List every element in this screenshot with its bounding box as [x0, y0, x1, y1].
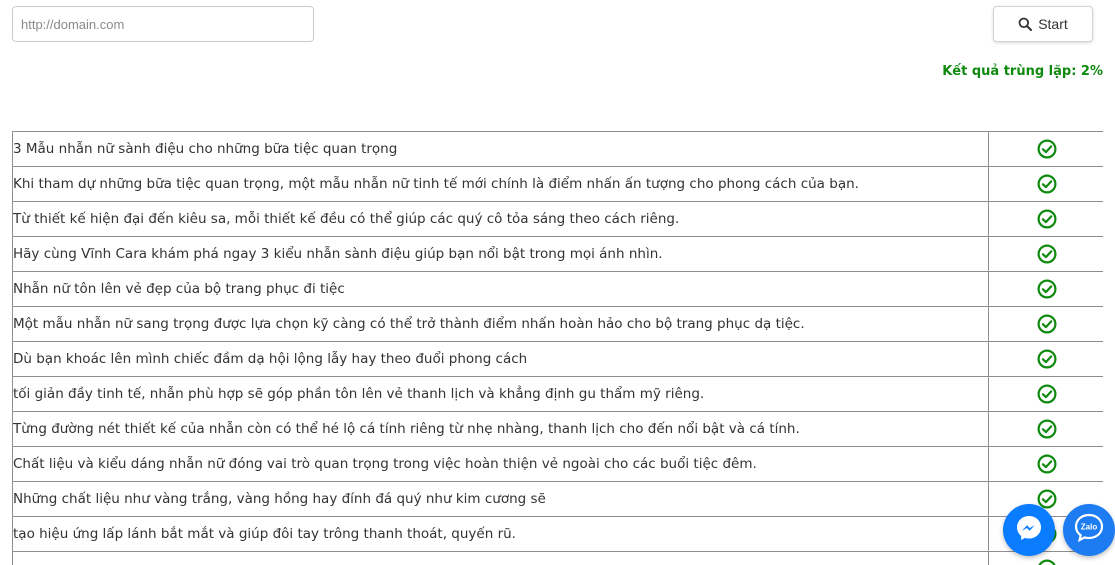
table-row — [13, 342, 1104, 377]
table-row — [13, 237, 1104, 272]
sentence-cell: Dù bạn khoác lên mình chiếc đầm dạ hội lộng lẫy hay theo đuổi phong cách — [13, 342, 989, 377]
check-circle-icon — [1037, 175, 1057, 192]
status-cell — [989, 272, 1104, 307]
check-circle-icon — [1037, 210, 1057, 227]
sentence-cell: Một mẫu nhẫn nữ sang trọng được lựa chọn kỹ càng có thể trở thành điểm nhấn hoàn hảo cho bộ trang phục dạ tiệc. — [13, 307, 989, 342]
table-row — [13, 307, 1104, 342]
status-cell — [989, 342, 1104, 377]
messenger-button[interactable] — [1003, 504, 1055, 556]
check-circle-icon — [1037, 385, 1057, 402]
table-row — [13, 202, 1104, 237]
check-circle-icon — [1037, 490, 1057, 507]
zalo-icon — [1072, 511, 1106, 550]
table-row — [13, 517, 1104, 552]
check-circle-icon — [1037, 420, 1057, 437]
table-row — [13, 412, 1104, 447]
table-row — [13, 132, 1104, 167]
table-row — [13, 377, 1104, 412]
table-row — [13, 167, 1104, 202]
sentence-cell: Chất liệu và kiểu dáng nhẫn nữ đóng vai trò quan trọng trong việc hoàn thiện vẻ ngoài cho các buổi tiệc đêm. — [13, 447, 989, 482]
table-row — [13, 272, 1104, 307]
results-table-body — [13, 132, 1104, 565]
start-button-label: Start — [1038, 16, 1068, 32]
results-table-container — [12, 131, 1103, 565]
start-button[interactable] — [993, 6, 1093, 42]
url-input[interactable] — [12, 6, 314, 42]
search-icon — [1018, 17, 1032, 31]
sentence-cell: Khi tham dự những bữa tiệc quan trọng, một mẫu nhẫn nữ tinh tế mới chính là điểm nhấn ấn tượng cho phong cách của bạn. — [13, 167, 989, 202]
zalo-icon-text: Zalo — [1080, 522, 1098, 531]
sentence-cell: tạo hiệu ứng lấp lánh bắt mắt và giúp đôi tay trông thanh thoát, quyến rũ. — [13, 517, 989, 552]
table-row — [13, 552, 1104, 565]
sentence-cell: tối giản đầy tinh tế, nhẫn phù hợp sẽ góp phần tôn lên vẻ thanh lịch và khẳng định gu thẩm mỹ riêng. — [13, 377, 989, 412]
status-cell — [989, 307, 1104, 342]
sentence-cell: 3 Mẫu nhẫn nữ sành điệu cho những bữa tiệc quan trọng — [13, 132, 989, 167]
status-cell — [989, 447, 1104, 482]
status-cell — [989, 132, 1104, 167]
sentence-cell: Nhẫn nữ tôn lên vẻ đẹp của bộ trang phục đi tiệc — [13, 272, 989, 307]
status-cell — [989, 167, 1104, 202]
duplicate-result-label: Kết quả trùng lặp: 2% — [942, 64, 1103, 79]
messenger-icon — [1014, 513, 1044, 548]
sentence-cell — [13, 552, 989, 565]
check-circle-icon — [1037, 315, 1057, 332]
zalo-button[interactable] — [1063, 504, 1115, 556]
sentence-cell: Hãy cùng Vĩnh Cara khám phá ngay 3 kiểu nhẫn sành điệu giúp bạn nổi bật trong mọi ánh nhìn. — [13, 237, 989, 272]
status-cell — [989, 412, 1104, 447]
check-circle-icon — [1037, 455, 1057, 472]
table-row — [13, 482, 1104, 517]
check-circle-icon — [1037, 280, 1057, 297]
status-cell — [989, 377, 1104, 412]
status-cell — [989, 237, 1104, 272]
sentence-cell: Những chất liệu như vàng trắng, vàng hồng hay đính đá quý như kim cương sẽ — [13, 482, 989, 517]
check-circle-icon — [1037, 245, 1057, 262]
results-table — [12, 131, 1103, 565]
check-circle-icon — [1037, 140, 1057, 157]
sentence-cell: Từng đường nét thiết kế của nhẫn còn có thể hé lộ cá tính riêng từ nhẹ nhàng, thanh lịch cho đến nổi bật và cá tính. — [13, 412, 989, 447]
table-row — [13, 447, 1104, 482]
check-circle-icon — [1037, 560, 1057, 565]
check-circle-icon — [1037, 350, 1057, 367]
sentence-cell: Từ thiết kế hiện đại đến kiêu sa, mỗi thiết kế đều có thể giúp các quý cô tỏa sáng theo cách riêng. — [13, 202, 989, 237]
status-cell — [989, 202, 1104, 237]
